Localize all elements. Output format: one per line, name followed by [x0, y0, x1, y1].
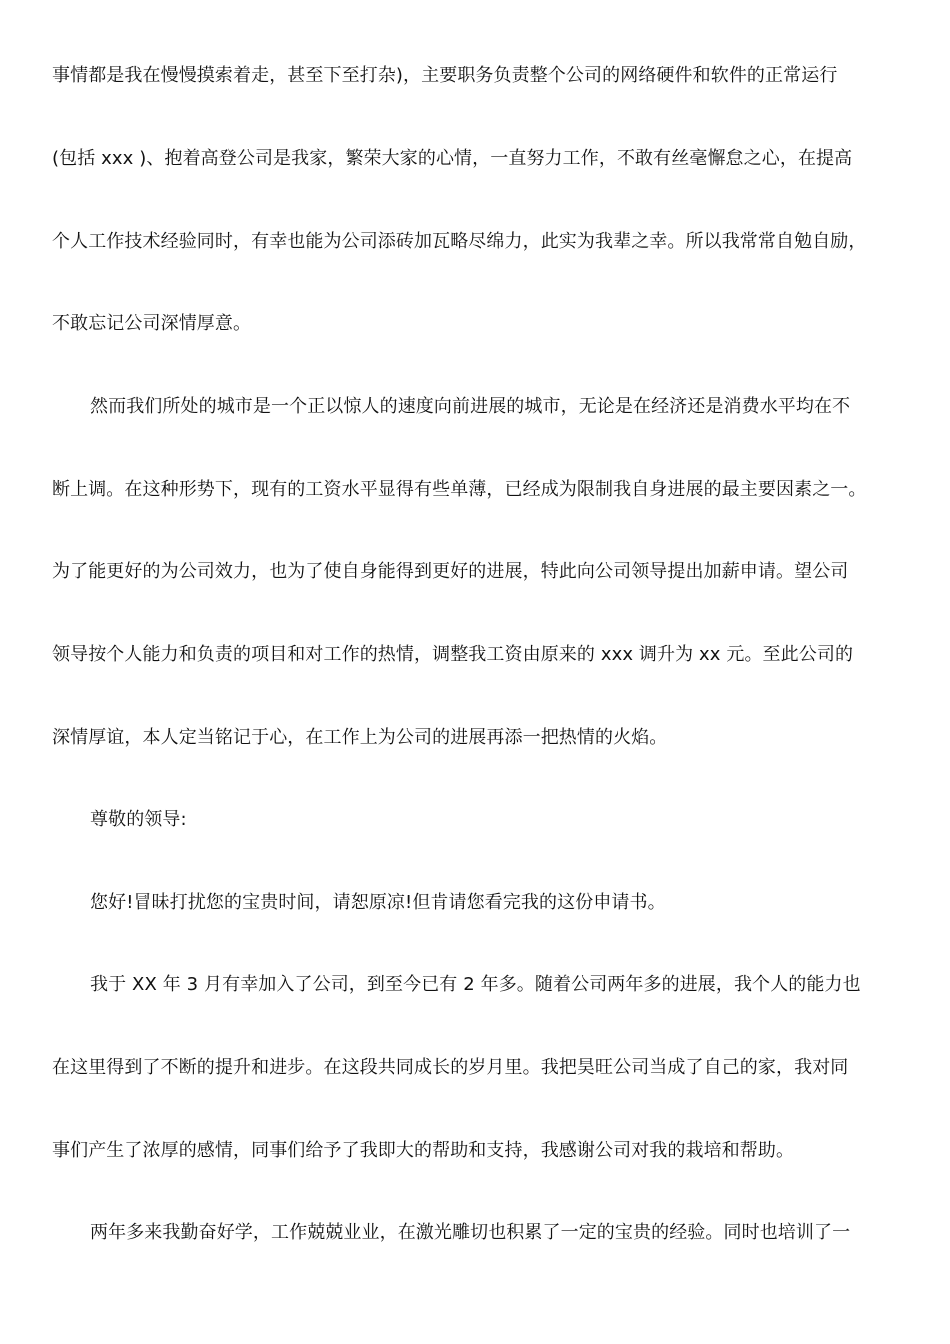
text-line: 事情都是我在慢慢摸索着走，甚至下至打杂)，主要职务负责整个公司的网络硬件和软件的正常运行: [52, 65, 838, 86]
text-line: 断上调。在这种形势下，现有的工资水平显得有些单薄，已经成为限制我自身进展的最主要因素之一。: [52, 479, 867, 500]
text-line: 深情厚谊，本人定当铭记于心，在工作上为公司的进展再添一把热情的火焰。: [52, 727, 668, 748]
text-line: 个人工作技术经验同时，有幸也能为公司添砖加瓦略尽绵力，此实为我辈之幸。所以我常常自勉自励，: [52, 231, 867, 252]
text-line: 两年多来我勤奋好学，工作兢兢业业，在激光雕切也积累了一定的宝贵的经验。同时也培训了一: [90, 1222, 851, 1243]
text-line: 为了能更好的为公司效力，也为了使自身能得到更好的进展，特此向公司领导提出加薪申请。望公司: [52, 561, 849, 582]
text-line: 领导按个人能力和负责的项目和对工作的热情，调整我工资由原来的 xxx 调升为 xx 元。至此公司的: [52, 644, 854, 665]
text-line: 我于 XX 年 3 月有幸加入了公司，到至今已有 2 年多。随着公司两年多的进展，我个人的能力也: [90, 974, 861, 995]
greeting-line: 您好!冒昧打扰您的宝贵时间，请恕原凉!但肯请您看完我的这份申请书。: [90, 892, 666, 913]
text-line: 然而我们所处的城市是一个正以惊人的速度向前进展的城市，无论是在经济还是消费水平均在不: [90, 396, 851, 417]
text-line: 事们产生了浓厚的感情，同事们给予了我即大的帮助和支持，我感谢公司对我的栽培和帮助。: [52, 1140, 795, 1161]
text-line: (包括 xxx )、抱着高登公司是我家，繁荣大家的心情，一直努力工作，不敢有丝毫懈怠之心，在提高: [52, 148, 853, 169]
text-line: 不敢忘记公司深情厚意。: [52, 313, 252, 334]
salutation: 尊敬的领导:: [90, 809, 187, 830]
text-line: 在这里得到了不断的提升和进步。在这段共同成长的岁月里。我把昊旺公司当成了自己的家，我对同: [52, 1057, 849, 1078]
